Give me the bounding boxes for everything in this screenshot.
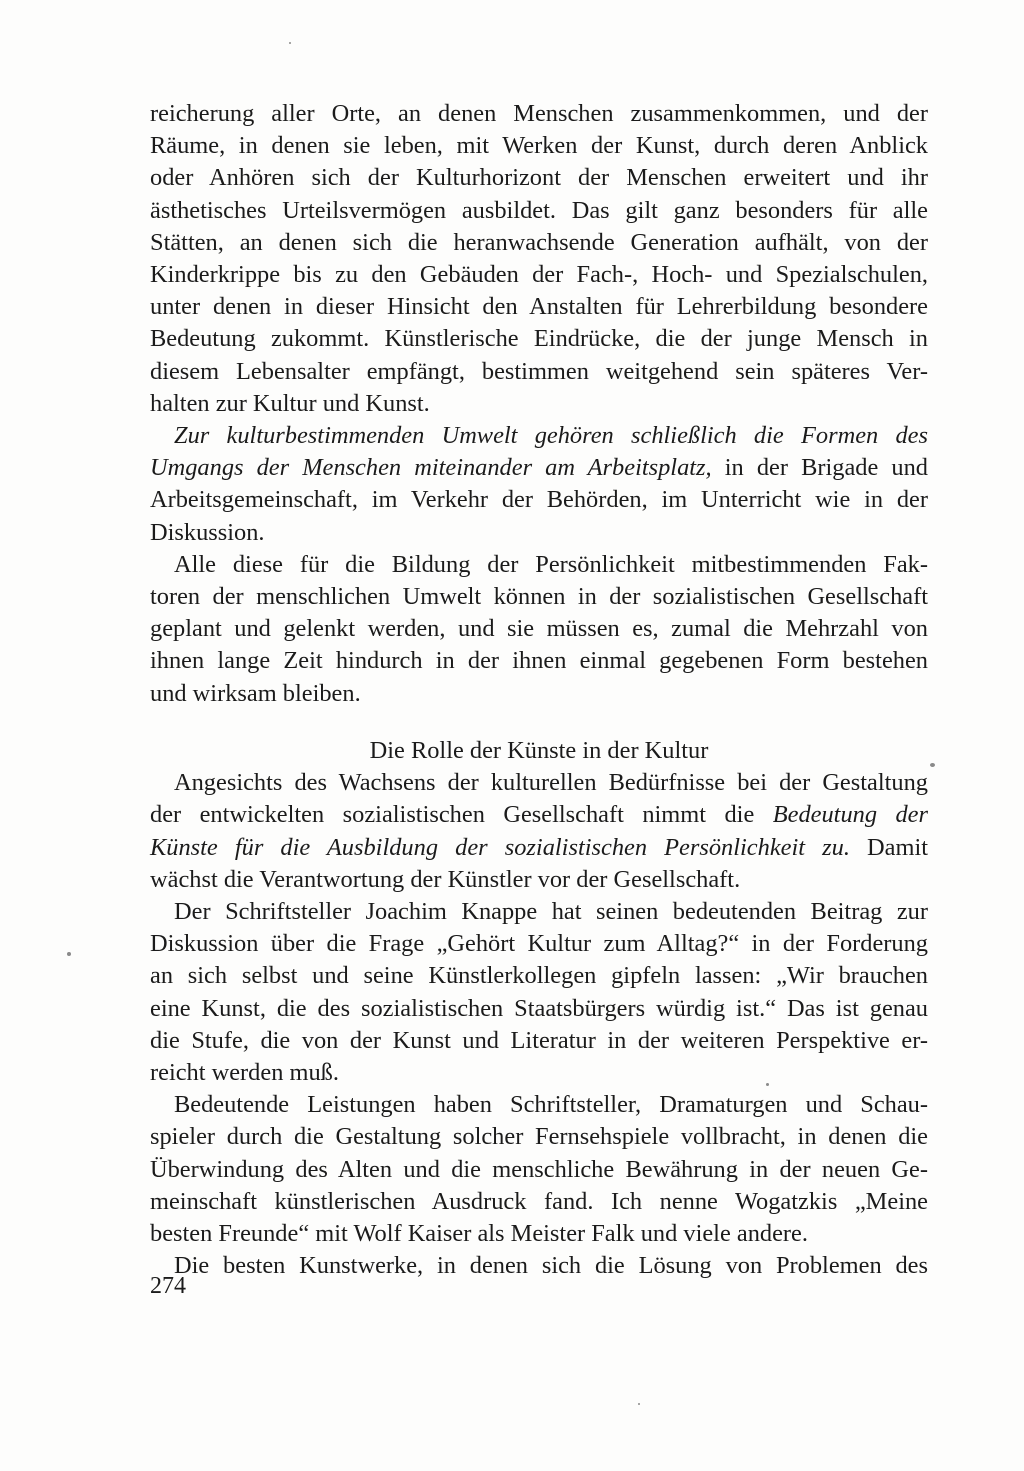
- text-line: [150, 420, 928, 452]
- emphasis-text: Umgangs der Menschen miteinander am Arbeitsplatz,: [150, 454, 712, 482]
- paragraph-6: [150, 1089, 928, 1250]
- text-line: ihnen lange Zeit hindurch in der ihnen einmal gegebenen Form bestehen: [150, 647, 928, 675]
- text-line: spieler durch die Gestaltung solcher Fernsehspiele vollbracht, in denen die: [150, 1123, 928, 1151]
- text-line: halten zur Kultur und Kunst.: [150, 389, 430, 417]
- paragraph-5: [150, 896, 928, 1089]
- text-line: Diskussion.: [150, 518, 265, 546]
- text-line: an sich selbst und seine Künstlerkollegen gipfeln lassen: „Wir brauchen: [150, 962, 928, 990]
- text-line: reicht werden muß.: [150, 1059, 339, 1087]
- page-number: 274: [150, 1273, 186, 1299]
- paper-speck: [930, 763, 935, 767]
- text-section-2: [150, 735, 928, 1282]
- text-fragment: in der Brigade und: [711, 454, 928, 482]
- paragraph-4: [150, 767, 928, 896]
- emphasis-text: Bedeutung der: [772, 801, 928, 829]
- text-line: [150, 799, 928, 831]
- text-line: oder Anhören sich der Kulturhorizont der Menschen erweitert und ihr: [150, 164, 928, 192]
- paragraph-1: [150, 98, 928, 420]
- text-line: Alle diese für die Bildung der Persönlichkeit mitbestimmenden Fak-: [174, 550, 928, 578]
- text-fragment: der entwickelten sozialistischen Gesellschaft nimmt die: [150, 801, 773, 829]
- text-line: Überwindung des Alten und die menschliche Bewährung in der neuen Ge-: [150, 1155, 928, 1183]
- text-line: Der Schriftsteller Joachim Knappe hat seinen bedeutenden Beitrag zur: [174, 898, 928, 925]
- text-line: toren der menschlichen Umwelt können in der sozialistischen Gesellschaft: [150, 583, 928, 611]
- paper-speck: [766, 1083, 769, 1086]
- text-line: geplant und gelenkt werden, und sie müssen es, zumal die Mehrzahl von: [150, 615, 928, 643]
- paper-speck: [67, 952, 71, 956]
- emphasis-text: Künste für die Ausbildung der sozialistischen Persönlichkeit zu.: [150, 833, 850, 861]
- text-line: die Stufe, die von der Kunst und Literatur in der weiteren Perspektive er-: [150, 1026, 928, 1054]
- text-line: unter denen in dieser Hinsicht den Anstalten für Lehrerbildung besondere: [150, 293, 928, 321]
- text-line: diesem Lebensalter empfängt, bestimmen weitgehend sein späteres Ver-: [150, 357, 928, 385]
- paper-speck: [638, 1403, 640, 1405]
- text-line: Die besten Kunstwerke, in denen sich die Lösung von Problemen des: [174, 1252, 928, 1280]
- text-fragment: Damit: [849, 833, 928, 861]
- text-line: Arbeitsgemeinschaft, im Verkehr der Behörden, im Unterricht wie in der: [150, 486, 928, 514]
- text-line: wächst die Verantwortung der Künstler vor der Gesellschaft.: [150, 865, 741, 893]
- text-line: eine Kunst, die des sozialistischen Staatsbürgers würdig ist.“ Das ist genau: [150, 994, 928, 1022]
- text-line: Bedeutung zukommt. Künstlerische Eindrücke, die der junge Mensch in: [150, 325, 928, 353]
- text-line: Stätten, an denen sich die heranwachsende Generation aufhält, von der: [150, 228, 928, 256]
- text-line: Kinderkrippe bis zu den Gebäuden der Fach-, Hoch- und Spezialschulen,: [150, 261, 928, 289]
- text-line: und wirksam bleiben.: [150, 679, 361, 707]
- paragraph-3: [150, 549, 928, 710]
- text-line: Angesichts des Wachsens der kulturellen Bedürfnisse bei der Gestaltung: [174, 769, 928, 797]
- text-line: meinschaft künstlerischen Ausdruck fand. Ich nenne Wogatzkis „Meine: [150, 1187, 928, 1215]
- paper-speck: [289, 42, 291, 44]
- text-line: [150, 452, 928, 484]
- paragraph-2: [150, 420, 928, 549]
- emphasis-text: Zur kulturbestimmenden Umwelt gehören schließlich die Formen des: [174, 422, 928, 450]
- text-line: besten Freunde“ mit Wolf Kaiser als Meister Falk und viele andere.: [150, 1220, 808, 1248]
- paragraph-7: [150, 1250, 928, 1282]
- text-line: Diskussion über die Frage „Gehört Kultur zum Alltag?“ in der Forderung: [150, 930, 928, 958]
- text-section-1: [150, 98, 928, 710]
- text-line: Bedeutende Leistungen haben Schriftsteller, Dramaturgen und Schau-: [174, 1091, 928, 1119]
- text-line: Räume, in denen sie leben, mit Werken der Kunst, durch deren Anblick: [150, 132, 928, 160]
- text-line: [150, 832, 928, 864]
- section-heading: Die Rolle der Künste in der Kultur: [369, 737, 709, 764]
- text-line: ästhetisches Urteilsvermögen ausbildet. Das gilt ganz besonders für alle: [150, 196, 928, 224]
- text-line: reicherung aller Orte, an denen Menschen zusammenkommen, und der: [150, 100, 928, 127]
